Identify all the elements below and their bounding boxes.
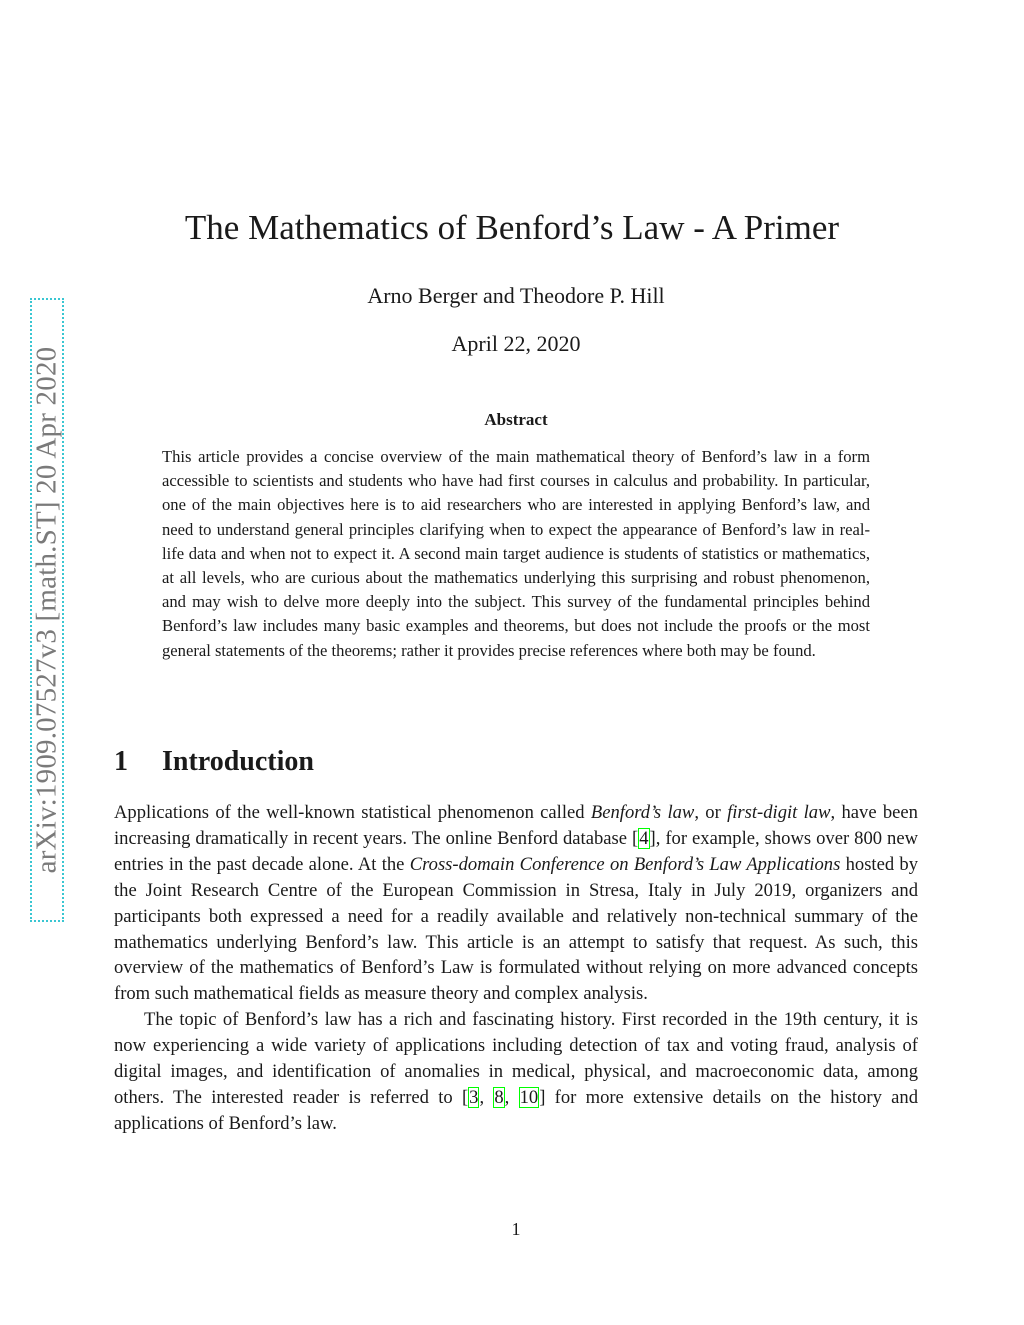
abstract-text: This article provides a concise overview of the main mathematical theory of Benford’s law in a form accessible to scientists and students who have had first courses in calculus and probability. In particular, one of the main objectives here is to aid researchers who are interested in applying Benford’s law, and need to understand general principles clarifying when to expect the appearance of Benford’s law in real-life data and when not to expect it. A second main target audience is students of statistics or mathematics, at all levels, who are curious about the mathematics underlying this surprising and robust phenomenon, and may wish to delve more deeply into the subject. This survey of the fundamental principles behind Benford’s law includes many basic examples and theorems, but does not include the proofs or the most general statements of the theorems; rather it provides precise references where both may be found.: [162, 447, 870, 660]
text-run: , for example, shows over 800 new entries in the past decade alone. At the: [114, 827, 919, 875]
arxiv-identifier-stamp: [30, 298, 64, 922]
citation-link[interactable]: 4: [639, 827, 649, 849]
section-number: 1: [114, 746, 128, 777]
paper-authors: Arno Berger and Theodore P. Hill: [367, 283, 665, 308]
arxiv-identifier-text: arXiv:1909.07527v3 [math.ST] 20 Apr 2020: [30, 346, 63, 874]
introduction-body: [114, 800, 918, 1137]
emphasis-term: first-digit law: [727, 802, 831, 823]
citation-link[interactable]: 10: [519, 1086, 539, 1108]
text-run: Applications of the well-known statistical phenomenon called: [114, 802, 591, 823]
emphasis-term: Cross-domain Conference on Benford’s Law Applications: [409, 853, 841, 875]
text-run: hosted by the Joint Research Centre of the European Commission in Stresa, Italy in July 2019, organizers and participants both expressed a need for a readily available and relatively non-technical summary of the mathematics underlying Benford’s law. This article is an attempt to satisfy that request. As such, this overview of the mathematics of Benford’s Law is formulated without relying on more advanced concepts from such mathematical fields as measure theory and complex analysis.: [114, 853, 919, 1005]
text-run: , or: [694, 802, 728, 823]
section-title: Introduction: [162, 746, 314, 777]
citation-link[interactable]: 3: [469, 1086, 479, 1108]
paper-date: April 22, 2020: [451, 331, 581, 356]
section-heading-introduction: [114, 746, 314, 778]
emphasis-term: Benford’s law: [590, 802, 695, 823]
citation-link[interactable]: 8: [494, 1086, 504, 1108]
page-number: 1: [511, 1219, 521, 1239]
abstract-heading: Abstract: [484, 410, 548, 429]
text-run: for more extensive details on the history and applications of Benford’s law.: [114, 1086, 918, 1134]
paragraph: The topic of Benford’s law has a rich and fascinating history. First recorded in the 19th century, it is now experiencing a wide variety of applications including detection of tax and voting fraud, analysis of digital images, and identification of anomalies in medical, physical, and macroeconomic data, among others. The interested reader is referred to [3, 8, 10] for more extensive details on the history and applications of Benford’s law.: [114, 1009, 918, 1134]
paragraph: Applications of the well-known statistical phenomenon called Benford’s law, or first-digit law, have been increasing dramatically in recent years. The online Benford database [4], for example, shows over 800 new entries in the past decade alone. At the Cross-domain Conference on Benford’s Law Applications hosted by the Joint Research Centre of the European Commission in Stresa, Italy in July 2019, organizers and participants both expressed a need for a readily available and relatively non-technical summary of the mathematics underlying Benford’s law. This article is an attempt to satisfy that request. As such, this overview of the mathematics of Benford’s Law is formulated without relying on more advanced concepts from such mathematical fields as measure theory and complex analysis.: [114, 802, 919, 1005]
paper-title: The Mathematics of Benford’s Law - A Primer: [184, 208, 840, 247]
text-run: The topic of Benford’s law has a rich and fascinating history. First recorded in the 19th century, it is now experiencing a wide variety of applications including detection of tax and voting fraud, analysis of digital images, and identification of anomalies in medical, physical, and macroeconomic data, among others. The interested reader is referred to: [114, 1009, 918, 1108]
text-run: , have been increasing dramatically in recent years. The online Benford database: [114, 802, 918, 849]
